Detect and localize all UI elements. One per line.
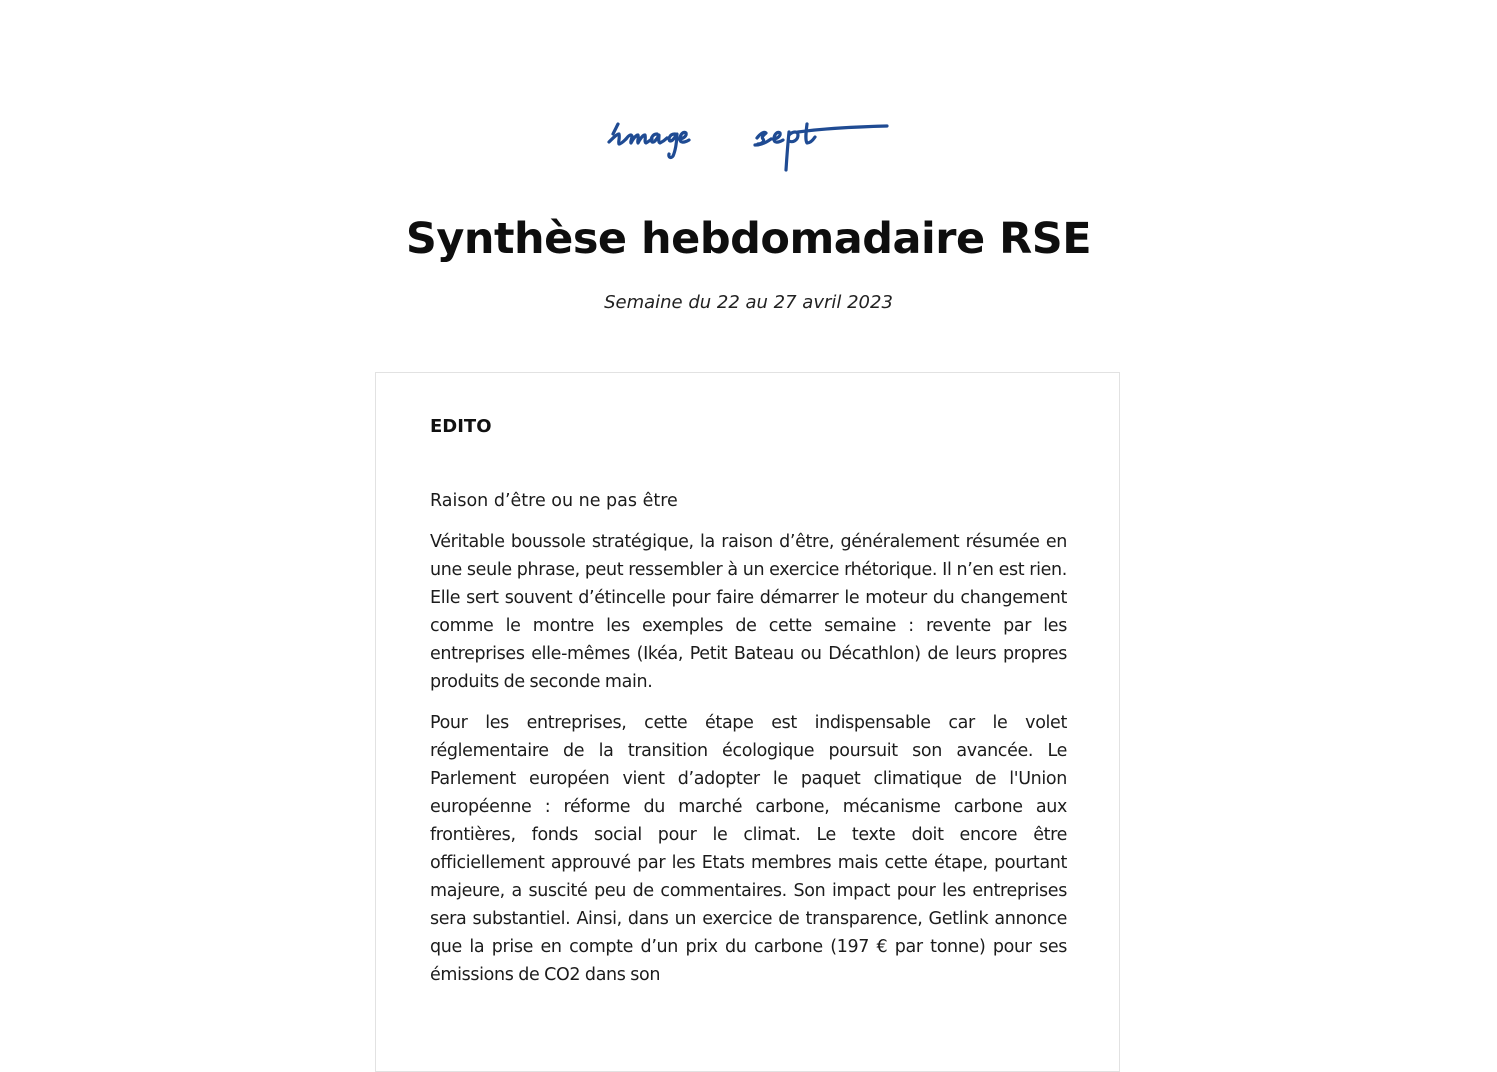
image-sept-logo [605, 112, 895, 176]
edito-content [430, 413, 1067, 1002]
edito-card [375, 372, 1120, 1072]
edito-paragraph: Pour les entreprises, cette étape est indispensable car le volet réglementaire de la transition écologique poursuit son avancée. Le Parlement européen vient d’adopter le paquet climatique de l'Union européenne : réforme du marché carbone, mécanisme carbone aux frontières, fonds social pour le climat. Le texte doit encore être officiellement approuvé par les Etats membres mais cette étape, pourtant majeure, a suscité peu de commentaires. Son impact pour les entreprises sera substantiel. Ainsi, dans un exercice de transparence, Getlink annonce que la prise en compte d’un prix du carbone (197 € par tonne) pour ses émissions de CO2 dans son [430, 713, 1067, 985]
edito-heading: Raison d’être ou ne pas être [430, 491, 678, 511]
section-label-edito: EDITO [430, 416, 492, 437]
page-title: Synthèse hebdomadaire RSE [405, 214, 1092, 264]
page-subtitle-week: Semaine du 22 au 27 avril 2023 [604, 292, 893, 313]
edito-paragraph: Véritable boussole stratégique, la raison d’être, généralement résumée en une seule phrase, peut ressembler à un exercice rhétorique. Il n’en est rien. Elle sert souvent d’étincelle pour faire démarrer le moteur du changement comme le montre les exemples de cette semaine : revente par les entreprises elle-mêmes (Ikéa, Petit Bateau ou Décathlon) de leurs propres produits de seconde main. [430, 532, 1067, 692]
